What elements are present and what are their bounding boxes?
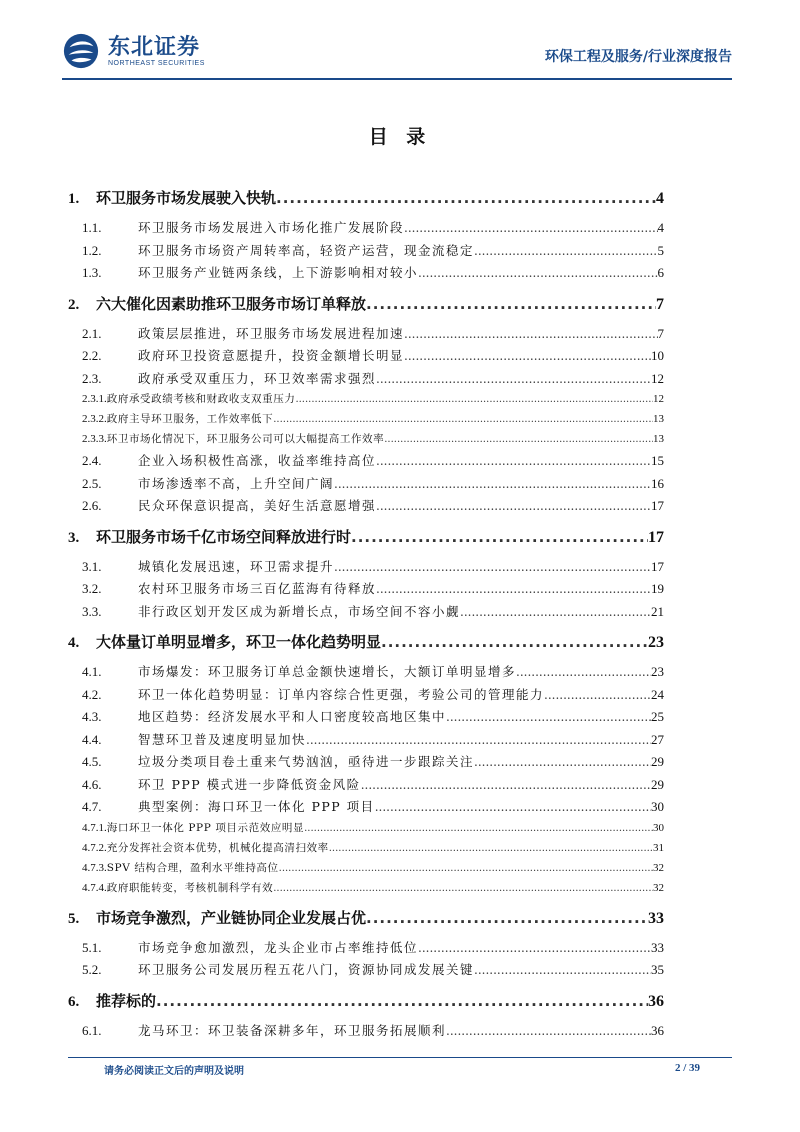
- toc-dot-leader: [474, 244, 657, 258]
- page-number: 2 / 39: [674, 1062, 700, 1074]
- toc-entry-level2[interactable]: [68, 346, 664, 369]
- toc-entry-number: 2.4.: [82, 453, 102, 468]
- toc-entry-page: 36: [648, 992, 664, 1010]
- toc-entry-page: 19: [651, 581, 664, 596]
- toc-dot-leader: [404, 349, 651, 363]
- toc-entry-page: 23: [648, 634, 664, 651]
- toc-entry-page: 16: [651, 475, 664, 491]
- toc-dot-leader: [418, 266, 657, 280]
- toc-entry-level1[interactable]: [68, 990, 664, 1015]
- toc-entry-number: 4.7.2.: [82, 841, 107, 854]
- toc-entry-page: 30: [653, 821, 664, 834]
- toc-dot-leader: [376, 372, 651, 386]
- toc-entry-level3[interactable]: [68, 391, 664, 411]
- toc-entry-level2[interactable]: [68, 1021, 664, 1044]
- toc-entry-page: 29: [651, 754, 664, 769]
- toc-entry-title: 市场爆发：环卫服务订单总金额快速增长，大额订单明显增多: [138, 664, 517, 679]
- toc-entry-level3[interactable]: [68, 431, 664, 451]
- toc-entry-number: 2.3.2.: [82, 413, 107, 425]
- toc-dot-leader: [366, 295, 656, 313]
- toc-dot-leader: [376, 499, 651, 513]
- toc-dot-leader: [304, 823, 653, 834]
- toc-entry-level2[interactable]: [68, 685, 664, 708]
- toc-entry-level2[interactable]: [68, 324, 664, 347]
- toc-dot-leader: [474, 963, 651, 977]
- toc-entry-level2[interactable]: [68, 662, 664, 685]
- toc-entry-level3[interactable]: [68, 820, 664, 840]
- footer-divider: [68, 1057, 732, 1058]
- toc-entry-level2[interactable]: [68, 960, 664, 983]
- toc-entry-number: 2.1.: [82, 325, 102, 341]
- toc-entry-page: 27: [651, 731, 664, 747]
- logo-chinese-name: 东北证券: [108, 34, 201, 60]
- toc-entry-number: 4.2.: [82, 686, 102, 702]
- toc-entry-page: 12: [651, 370, 664, 386]
- toc-entry-level3[interactable]: [68, 840, 664, 860]
- report-category-title: 环保工程及服务/行业深度报告: [544, 49, 732, 65]
- toc-entry-title: 六大催化因素助推环卫服务市场订单释放: [96, 294, 367, 313]
- toc-dot-leader: [384, 434, 653, 445]
- toc-entry-level1[interactable]: [68, 631, 664, 656]
- toc-entry-title: 农村环卫服务市场三百亿蓝海有待释放: [138, 581, 377, 596]
- toc-dot-leader: [516, 665, 651, 679]
- toc-entry-level2[interactable]: [68, 752, 664, 775]
- toc-entry-number: 4.6.: [82, 776, 102, 792]
- toc-entry-title: 民众环保意识提高，美好生活意愿增强: [138, 498, 377, 513]
- toc-entry-number: 1.2.: [82, 242, 102, 258]
- toc-entry-level2[interactable]: [68, 707, 664, 730]
- toc-entry-number: 4.: [68, 635, 80, 651]
- toc-entry-level2[interactable]: [68, 474, 664, 497]
- toc-entry-page: 21: [651, 603, 664, 619]
- toc-entry-number: 3.1.: [82, 558, 102, 574]
- toc-entry-level2[interactable]: [68, 241, 664, 264]
- toc-entry-title: 推荐标的: [96, 991, 157, 1010]
- toc-dot-leader: [279, 863, 653, 874]
- toc-entry-page: 17: [651, 558, 664, 574]
- toc-dot-leader: [381, 633, 648, 651]
- toc-dot-leader: [375, 800, 651, 814]
- toc-entry-page: 24: [651, 686, 664, 702]
- toc-entry-title: 市场渗透率不高，上升空间广阔: [138, 475, 335, 491]
- toc-entry-title: 政府环卫投资意愿提升，投资金额增长明显: [138, 348, 405, 363]
- toc-entry-level2[interactable]: [68, 496, 664, 519]
- toc-entry-title: 环卫服务市场千亿市场空间释放进行时: [96, 527, 352, 546]
- toc-entry-title: 市场竞争激烈，产业链协同企业发展占优: [96, 908, 367, 927]
- toc-entry-level2[interactable]: [68, 730, 664, 753]
- toc-entry-number: 3.2.: [82, 581, 102, 596]
- toc-dot-leader: [418, 941, 651, 955]
- toc-dot-leader: [544, 688, 651, 702]
- toc-entry-number: 1.1.: [82, 220, 102, 235]
- toc-entry-number: 4.7.3.: [82, 861, 107, 874]
- toc-entry-title: 典型案例：海口环卫一体化 PPP 项目: [138, 799, 375, 814]
- toc-entry-title: 环卫一体化趋势明显：订单内容综合性更强，考验公司的管理能力: [138, 686, 545, 702]
- toc-entry-title: 环卫服务市场发展进入市场化推广发展阶段: [138, 220, 405, 235]
- header-divider: [62, 78, 732, 80]
- toc-dot-leader: [361, 778, 651, 792]
- toc-dot-leader: [404, 327, 657, 341]
- toc-entry-number: 4.4.: [82, 731, 102, 747]
- toc-entry-level1[interactable]: [68, 293, 664, 318]
- toc-entry-title: 环卫市场化情况下，环卫服务公司可以大幅提高工作效率: [106, 433, 385, 445]
- toc-entry-level1[interactable]: [68, 526, 664, 551]
- toc-entry-level2[interactable]: [68, 451, 664, 474]
- toc-entry-page: 7: [656, 295, 664, 313]
- toc-dot-leader: [306, 733, 651, 747]
- toc-heading: 目 录: [368, 126, 432, 148]
- toc-dot-leader: [351, 528, 648, 546]
- toc-entry-level2[interactable]: [68, 602, 664, 625]
- toc-entry-number: 2.: [68, 296, 80, 313]
- toc-entry-title: 环卫 PPP 模式进一步降低资金风险: [138, 776, 361, 792]
- toc-entry-number: 2.3.1.: [82, 393, 107, 405]
- toc-entry-number: 4.5.: [82, 754, 102, 769]
- toc-entry-page: 32: [653, 881, 664, 894]
- toc-entry-number: 2.3.3.: [82, 433, 107, 445]
- toc-dot-leader: [276, 189, 656, 207]
- toc-dot-leader: [404, 221, 657, 235]
- toc-entry-number: 5.1.: [82, 939, 102, 955]
- toc-entry-page: 31: [653, 841, 664, 854]
- toc-entry-page: 30: [651, 799, 664, 814]
- toc-entry-page: 36: [651, 1022, 664, 1038]
- toc-entry-number: 3.: [68, 529, 80, 546]
- toc-entry-title: 政府承受双重压力，环卫效率需求强烈: [138, 370, 377, 386]
- toc-entry-page: 12: [653, 393, 664, 405]
- toc-dot-leader: [334, 560, 651, 574]
- toc-entry-level2[interactable]: [68, 369, 664, 392]
- toc-entry-level2[interactable]: [68, 938, 664, 961]
- toc-entry-number: 2.6.: [82, 498, 102, 513]
- toc-dot-leader: [474, 755, 651, 769]
- toc-dot-leader: [156, 992, 648, 1010]
- toc-entry-level2[interactable]: [68, 775, 664, 798]
- toc-entry-title: 地区趋势：经济发展水平和人口密度较高地区集中: [138, 709, 447, 724]
- toc-entry-level2[interactable]: [68, 557, 664, 580]
- toc-entry-title: 政府承受政绩考核和财政收支双重压力: [106, 393, 296, 405]
- toc-entry-page: 4: [656, 190, 664, 207]
- toc-entry-title: 市场竞争愈加激烈，龙头企业市占率维持低位: [138, 939, 419, 955]
- logo-english-name: NORTHEAST SECURITIES: [108, 59, 205, 67]
- toc-entry-page: 23: [651, 664, 664, 679]
- toc-entry-page: 15: [651, 453, 664, 468]
- toc-entry-level1[interactable]: [68, 187, 664, 212]
- toc-entry-number: 2.2.: [82, 348, 102, 363]
- toc-dot-leader: [460, 605, 651, 619]
- toc-entry-title: SPV 结构合理，盈利水平维持高位: [106, 861, 279, 874]
- toc-entry-title: 龙马环卫：环卫装备深耕多年，环卫服务拓展顺利: [138, 1022, 447, 1038]
- toc-entry-number: 6.: [68, 993, 80, 1010]
- toc-entry-page: 33: [648, 909, 664, 927]
- toc-dot-leader: [273, 883, 653, 894]
- toc-entry-page: 4: [657, 220, 664, 235]
- toc-entry-number: 1.: [68, 191, 80, 207]
- toc-entry-title: 环卫服务市场发展驶入快轨: [96, 189, 277, 207]
- toc-entry-title: 大体量订单明显增多，环卫一体化趋势明显: [96, 633, 382, 651]
- toc-entry-title: 环卫服务产业链两条线，上下游影响相对较小: [138, 265, 419, 280]
- toc-entry-title: 政府主导环卫服务，工作效率低下: [106, 413, 274, 425]
- toc-entry-level2[interactable]: [68, 263, 664, 286]
- toc-entry-number: 3.3.: [82, 603, 102, 619]
- toc-dot-leader: [329, 843, 653, 854]
- toc-dot-leader: [376, 454, 651, 468]
- toc-entry-number: 1.3.: [82, 265, 102, 280]
- toc-entry-page: 33: [651, 939, 664, 955]
- toc-entry-number: 2.3.: [82, 370, 102, 386]
- toc-entry-title: 城镇化发展迅速，环卫需求提升: [138, 558, 335, 574]
- toc-entry-title: 垃圾分类项目卷土重来气势汹汹，亟待进一步跟踪关注: [138, 754, 475, 769]
- toc-entry-page: 35: [651, 962, 664, 977]
- company-logo: [62, 28, 205, 74]
- toc-entry-page: 7: [657, 325, 664, 341]
- toc-dot-leader: [295, 394, 653, 405]
- toc-entry-title: 海口环卫一体化 PPP 项目示范效应明显: [106, 821, 305, 834]
- page-header: [62, 28, 732, 80]
- toc-entry-page: 17: [648, 528, 664, 546]
- toc-entry-page: 25: [651, 709, 664, 724]
- toc-entry-level2[interactable]: [68, 218, 664, 241]
- toc-entry-title: 政府职能转变，考核机制科学有效: [106, 881, 274, 894]
- toc-entry-number: 4.7.4.: [82, 881, 107, 894]
- toc-entry-level3[interactable]: [68, 880, 664, 900]
- toc-entry-level2[interactable]: [68, 579, 664, 602]
- toc-entry-number: 5.: [68, 910, 80, 927]
- toc-entry-page: 17: [651, 498, 664, 513]
- toc-entry-number: 4.3.: [82, 709, 102, 724]
- toc-entry-level3[interactable]: [68, 411, 664, 431]
- toc-entry-page: 32: [653, 861, 664, 874]
- toc-entry-page: 13: [653, 433, 664, 445]
- toc-entry-title: 非行政区划开发区成为新增长点，市场空间不容小觑: [138, 603, 461, 619]
- toc-entry-level3[interactable]: [68, 860, 664, 880]
- toc-entry-title: 智慧环卫普及速度明显加快: [138, 731, 307, 747]
- toc-entry-number: 4.7.: [82, 799, 102, 814]
- toc-entry-page: 13: [653, 413, 664, 425]
- toc-dot-leader: [446, 710, 651, 724]
- toc-entry-page: 10: [651, 348, 664, 363]
- toc-dot-leader: [446, 1024, 651, 1038]
- toc-entry-title: 政策层层推进，环卫服务市场发展进程加速: [138, 325, 405, 341]
- toc-entry-number: 2.5.: [82, 475, 102, 491]
- toc-entry-number: 6.1.: [82, 1022, 102, 1038]
- toc-dot-leader: [334, 477, 651, 491]
- toc-dot-leader: [366, 909, 648, 927]
- toc-dot-leader: [273, 414, 653, 425]
- toc-entry-page: 5: [657, 242, 664, 258]
- northeast-securities-logo-icon: [62, 32, 100, 70]
- toc-entry-page: 29: [651, 776, 664, 792]
- toc-entry-level2[interactable]: [68, 797, 664, 820]
- toc-entry-title: 充分发挥社会资本优势，机械化提高清扫效率: [106, 841, 329, 854]
- toc-entry-title: 环卫服务市场资产周转率高，轻资产运营，现金流稳定: [138, 242, 475, 258]
- toc-entry-title: 企业入场积极性高涨，收益率维持高位: [138, 453, 377, 468]
- toc-entry-number: 4.1.: [82, 664, 102, 679]
- toc-entry-page: 6: [657, 265, 664, 280]
- toc-dot-leader: [376, 582, 651, 596]
- toc-entry-number: 4.7.1.: [82, 821, 107, 834]
- toc-entry-level1[interactable]: [68, 907, 664, 932]
- footer-disclaimer: 请务必阅读正文后的声明及说明: [104, 1066, 244, 1077]
- toc-entry-title: 环卫服务公司发展历程五花八门，资源协同成发展关键: [138, 962, 475, 977]
- table-of-contents: [68, 180, 664, 1043]
- toc-entry-number: 5.2.: [82, 962, 102, 977]
